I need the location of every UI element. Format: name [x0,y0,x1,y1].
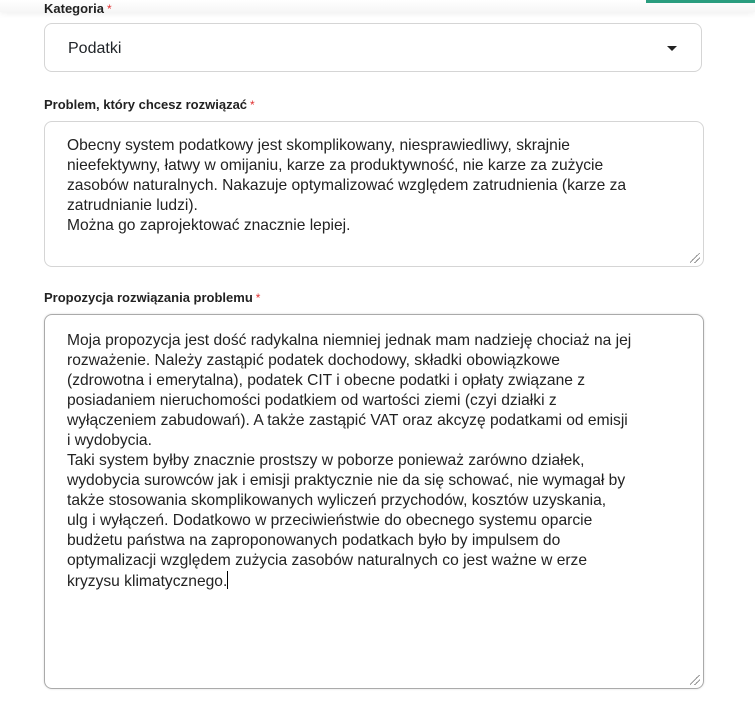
text-line: zasobów naturalnych. Nakazuje optymalizować względem zatrudnienia (karze za [67,177,627,194]
category-label [44,1,112,16]
text-line: optymalizacji względem zużycia zasobów naturalnych co jest ważne w erze [67,552,588,569]
text-line: budżetu państwa na zaproponowanych podatkach było by impulsem do [67,532,561,549]
caret-down-icon [667,46,677,51]
text-line: rozważenie. Należy zastąpić podatek dochodowy, składki obowiązkowe [67,352,560,369]
proposal-textarea[interactable] [44,314,704,689]
resize-handle-icon[interactable] [690,253,700,263]
text-line: kryzysu klimatycznego. [67,573,228,590]
problem-label-text: Problem, który chcesz rozwiązać [44,97,248,112]
top-header-bar [0,0,755,12]
required-mark: * [106,2,112,16]
category-selected-value: Podatki [68,40,122,57]
text-line: ulg i wyłączeń. Dodatkowo w przeciwieństwie do obecnego systemu oparcie [67,512,593,529]
text-line: (zdrowotna i emerytalna), podatek CIT i obecne podatki i opłaty związane z [67,372,586,389]
category-label-text: Kategoria [44,1,104,16]
required-mark: * [255,291,261,305]
text-line: zatrudnianie ludzi). [67,197,198,214]
active-tab-indicator [646,0,755,3]
text-line: Taki system byłby znacznie prostszy w poborze ponieważ zarówno działek, [67,452,585,469]
text-line: posiadaniem nieruchomości podatkiem od wartości ziemi (czyi działki z [67,392,557,409]
category-select[interactable] [44,23,702,72]
text-line: Obecny system podatkowy jest skomplikowany, niesprawiedliwy, skrajnie [67,137,570,154]
proposal-label [44,290,260,305]
problem-label [44,97,255,112]
text-line: Można go zaprojektować znacznie lepiej. [67,217,351,234]
text-line: także stosowania skomplikowanych wyliczeń przychodów, kosztów uzyskania, [67,492,607,509]
text-cursor [227,571,228,589]
text-line: wyłączeniem zabudowań). A także zastąpić VAT oraz akcyzę podatkami od emisji [67,412,628,429]
text-line: Moja propozycja jest dość radykalna niemniej jednak mam nadzieję chociaż na jej [67,332,632,349]
text-line: wydobycia surowców jak i emisji praktycznie nie da się schować, nie wymagał by [67,472,626,489]
problem-textarea[interactable] [44,121,704,267]
text-line: i wydobycia. [67,432,152,449]
required-mark: * [250,98,255,112]
text-line: nieefektywny, łatwy w omijaniu, karze za produktywność, nie karze za zużycie [67,157,604,174]
proposal-label-text: Propozycja rozwiązania problemu [44,290,253,305]
resize-handle-icon[interactable] [690,675,700,685]
